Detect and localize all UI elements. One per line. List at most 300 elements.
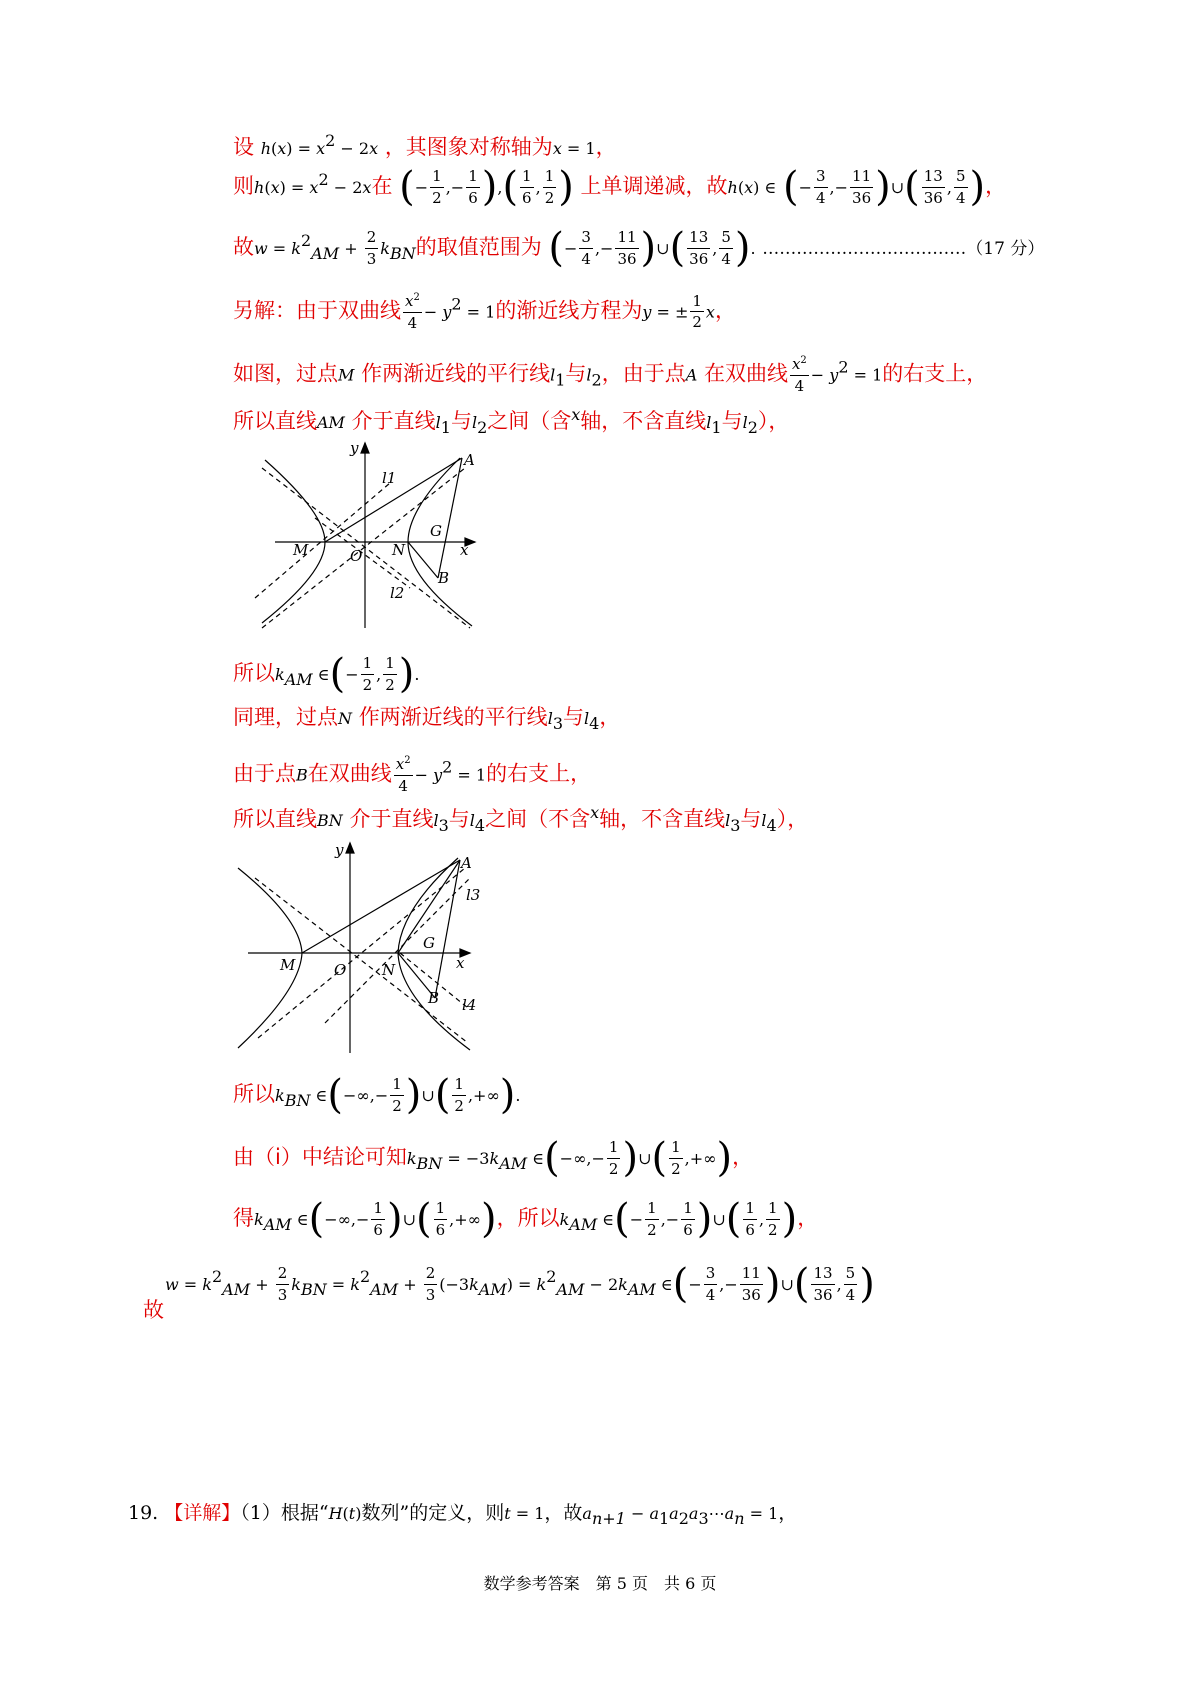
- math: − 2: [335, 139, 370, 158]
- text: 与: [563, 705, 584, 729]
- fraction: $\frac{1}{2}$: [768, 1199, 778, 1239]
- line-11: [233, 1072, 521, 1118]
- math: BN: [416, 1154, 443, 1174]
- math: ,: [836, 1275, 842, 1294]
- fraction: $\frac{1}{2}$: [647, 1199, 657, 1239]
- math: =: [178, 1275, 203, 1294]
- math: = 1: [744, 1504, 779, 1523]
- fraction: $\frac{5}{4}$: [845, 1264, 856, 1304]
- fraction: $\frac{11}{36}$: [852, 167, 872, 207]
- math: (: [342, 1504, 349, 1523]
- text: ，: [599, 705, 621, 729]
- math: ∪: [402, 1210, 416, 1229]
- math: = 1: [452, 765, 487, 785]
- hyperbola-figure-1: [250, 438, 490, 633]
- math: AM: [263, 1215, 292, 1235]
- math: ,−: [829, 178, 849, 197]
- text: ，: [732, 1145, 754, 1169]
- fraction: $\frac{2}{3}$: [425, 1264, 436, 1304]
- segment-nb: [408, 542, 438, 578]
- label: x: [460, 541, 469, 559]
- text: ，所以: [496, 1206, 560, 1230]
- text: ），: [776, 807, 809, 831]
- math: = ±: [651, 302, 689, 322]
- math: 2: [678, 1508, 689, 1528]
- text: ，故: [544, 1502, 583, 1524]
- math: 3: [438, 816, 449, 836]
- fraction: $\frac{1}{2}$: [432, 167, 442, 207]
- math: 2: [211, 1267, 223, 1286]
- math: k: [275, 1086, 285, 1105]
- paren: (: [904, 164, 920, 210]
- math: ∪: [780, 1275, 794, 1294]
- line-1: [233, 133, 617, 158]
- math: 2: [591, 370, 602, 390]
- paren: ): [480, 1196, 497, 1242]
- math: l: [742, 413, 748, 432]
- math: ,+∞: [684, 1149, 717, 1168]
- math: 2: [442, 757, 453, 777]
- paren: ): [859, 1261, 875, 1307]
- math: y: [829, 365, 839, 385]
- math: h: [260, 139, 271, 158]
- math: BN: [317, 811, 343, 830]
- math: AM: [222, 1280, 251, 1300]
- math: 4: [474, 816, 486, 836]
- paren: ): [386, 1196, 403, 1242]
- math: 2: [451, 294, 462, 314]
- paren: (: [327, 1072, 344, 1118]
- text: 数列”的定义，则: [361, 1502, 505, 1524]
- text: 上单调递减，故: [580, 174, 728, 198]
- fraction: $\frac{1}{2}$: [608, 1138, 619, 1178]
- text: 故: [233, 235, 254, 259]
- text: 则: [233, 174, 254, 198]
- hyperbola-figure-2: [230, 838, 490, 1058]
- text: 所以直线: [233, 807, 317, 831]
- fraction: $\frac{1}{6}$: [468, 167, 478, 207]
- line-9: [233, 755, 591, 794]
- math: AM: [311, 244, 340, 264]
- math: k: [350, 1275, 360, 1294]
- paren: ): [716, 1135, 733, 1181]
- math: 2: [325, 131, 336, 150]
- math: ,: [376, 665, 382, 684]
- math: ,: [497, 178, 503, 197]
- math: 1: [658, 1508, 670, 1528]
- math: x: [277, 139, 287, 158]
- math: ∈: [597, 1210, 615, 1229]
- page-footer: 数学参考答案 第 5 页 共 6 页: [483, 1574, 717, 1593]
- math: +: [398, 1275, 422, 1294]
- paren: ): [398, 651, 415, 697]
- math: h: [727, 178, 738, 197]
- math: ∈: [312, 665, 330, 684]
- math: ∈: [527, 1149, 545, 1168]
- math: x: [362, 178, 372, 197]
- math: = 1: [510, 1504, 545, 1523]
- math: 3: [552, 714, 563, 734]
- paren: ): [622, 1135, 639, 1181]
- math: n+1: [591, 1508, 626, 1528]
- math: k: [254, 1210, 264, 1229]
- fraction: $\frac{1}{2}$: [454, 1075, 464, 1115]
- label: l1: [382, 469, 397, 487]
- math: AM: [569, 1215, 598, 1235]
- math: .: [515, 1086, 521, 1105]
- text: 在: [371, 174, 393, 198]
- math: ∪: [421, 1086, 435, 1105]
- line-13: [233, 1196, 819, 1242]
- text: 的取值范围为: [415, 235, 542, 259]
- math: 1: [711, 418, 722, 438]
- paren: ): [696, 1196, 713, 1242]
- math: x: [571, 405, 581, 424]
- line-3: [233, 225, 1045, 271]
- text: ，: [714, 298, 736, 323]
- paren: ): [875, 164, 891, 210]
- math: −∞,−: [559, 1149, 605, 1168]
- fraction: $\frac{3}{4}$: [705, 1264, 716, 1304]
- math: 4: [589, 714, 600, 734]
- line-8: [233, 707, 620, 732]
- math: ,: [712, 239, 718, 258]
- paren: ): [640, 225, 657, 271]
- math: = 1: [561, 139, 596, 158]
- math: ,+∞: [467, 1086, 500, 1105]
- math: k: [406, 1149, 417, 1168]
- math: −: [688, 1275, 702, 1294]
- math: = 1: [848, 365, 883, 385]
- math: =: [267, 239, 292, 258]
- math: a: [582, 1504, 592, 1523]
- math: − 2: [328, 178, 363, 197]
- math: w: [254, 239, 268, 258]
- paren: ): [405, 1072, 422, 1118]
- math: 2: [477, 418, 488, 438]
- math: −∞,−: [324, 1210, 370, 1229]
- text: 的渐近线方程为: [495, 298, 643, 323]
- paren: ): [781, 1196, 798, 1242]
- label: A: [461, 854, 472, 872]
- text: 所以直线: [233, 409, 317, 433]
- math: l: [586, 365, 592, 385]
- fraction: $\frac{x^2}{4}$: [395, 755, 411, 795]
- math: k: [291, 1275, 301, 1294]
- math: ,−: [660, 1210, 680, 1229]
- fraction: $\frac{1}{2}$: [544, 167, 555, 207]
- math: y: [442, 302, 452, 322]
- line-14-formula: [165, 1261, 875, 1307]
- paren: (: [725, 1196, 742, 1242]
- fraction: $\frac{1}{2}$: [671, 1138, 681, 1178]
- math: A: [685, 365, 698, 385]
- math: AM: [478, 1280, 507, 1300]
- text: ，: [778, 1502, 798, 1524]
- paren: (: [614, 1196, 630, 1242]
- math: −: [414, 178, 429, 197]
- math: ∈: [291, 1210, 309, 1229]
- math: t: [348, 1504, 356, 1523]
- label: y: [335, 841, 344, 859]
- math: −: [810, 365, 830, 385]
- math: ∪: [890, 178, 905, 197]
- text: 得: [233, 1206, 254, 1230]
- math: BN: [284, 1091, 311, 1111]
- math: AM: [370, 1280, 399, 1300]
- text: 的右支上，: [882, 361, 988, 386]
- paren: (: [415, 1196, 432, 1242]
- math: +: [339, 239, 363, 258]
- label: G: [430, 522, 442, 540]
- math: −: [564, 239, 578, 258]
- text: 另解：由于双曲线: [233, 298, 401, 323]
- math: 1: [440, 418, 451, 438]
- fraction: $\frac{11}{36}$: [617, 228, 637, 268]
- math: = 1: [461, 302, 496, 322]
- math: +: [250, 1275, 274, 1294]
- text: 轴，不含直线: [580, 409, 707, 433]
- math: BN: [300, 1280, 327, 1300]
- fraction: $\frac{5}{4}$: [721, 228, 731, 268]
- text: 介于直线: [351, 409, 436, 433]
- paren: (: [651, 1135, 668, 1181]
- fraction: $\frac{1}{2}$: [362, 654, 373, 694]
- text: 与: [740, 807, 762, 831]
- text: 如图，过点: [233, 361, 338, 386]
- detail-tag: 【详解】: [164, 1502, 241, 1524]
- math: .: [414, 665, 420, 684]
- fraction: $\frac{1}{6}$: [373, 1199, 383, 1239]
- math: ∪: [712, 1210, 726, 1229]
- text: ，: [797, 1206, 819, 1230]
- paren: ): [969, 164, 986, 210]
- math: −: [629, 1210, 644, 1229]
- fraction: $\frac{2}{3}$: [277, 1264, 288, 1304]
- label: M: [293, 541, 309, 559]
- math: l: [547, 709, 553, 728]
- math: 2: [838, 357, 849, 377]
- math: B: [296, 765, 308, 785]
- math: − 2: [584, 1275, 619, 1294]
- paren: (: [399, 164, 415, 210]
- math: ) =: [279, 178, 310, 197]
- math: BN: [389, 244, 416, 264]
- label: N: [392, 541, 406, 559]
- fraction: $\frac{2}{3}$: [366, 228, 377, 268]
- math: x: [369, 139, 379, 158]
- paren: ): [499, 1072, 516, 1118]
- math: AM: [627, 1280, 656, 1300]
- math: k: [275, 665, 285, 684]
- fraction: $\frac{1}{6}$: [435, 1199, 446, 1239]
- text: 所以: [233, 661, 275, 685]
- math: ) =: [506, 1275, 537, 1294]
- line-6: [233, 407, 789, 436]
- text: 之间（不含: [485, 807, 591, 831]
- paren: (: [329, 651, 346, 697]
- fraction: $\frac{13}{36}$: [689, 228, 709, 268]
- paren: (: [308, 1196, 325, 1242]
- text: ，: [985, 174, 1007, 198]
- math: k: [202, 1275, 212, 1294]
- math: −: [414, 765, 434, 785]
- fraction: $\frac{13}{36}$: [923, 167, 943, 207]
- text: 所以: [233, 1082, 275, 1106]
- line-4: [233, 292, 736, 331]
- line-10: [233, 805, 808, 834]
- math: ,−: [594, 239, 614, 258]
- math: y: [433, 765, 443, 785]
- math: ∈: [655, 1275, 673, 1294]
- label: B: [438, 569, 450, 587]
- math: 3: [698, 1508, 709, 1528]
- math: ,+∞: [449, 1210, 481, 1229]
- math: −∞,−: [343, 1086, 389, 1105]
- fraction: $\frac{x^2}{4}$: [791, 355, 807, 395]
- text: 与: [448, 807, 470, 831]
- math: ,: [946, 178, 952, 197]
- math: ) =: [286, 139, 317, 158]
- line-l3: [325, 878, 470, 1023]
- paren: ): [481, 164, 498, 210]
- math: ,−: [445, 178, 465, 197]
- line-14-gu: [143, 1300, 164, 1321]
- math: l: [761, 811, 767, 830]
- math: x: [705, 302, 715, 322]
- math: l: [435, 413, 441, 432]
- math: l: [725, 811, 731, 830]
- math: AM: [499, 1154, 528, 1174]
- label: B: [428, 989, 440, 1007]
- question-19: [128, 1498, 797, 1528]
- fraction: $\frac{3}{4}$: [816, 167, 826, 207]
- paren: (: [502, 164, 519, 210]
- text: 设: [233, 135, 254, 159]
- label: G: [423, 934, 435, 952]
- math: x: [552, 139, 562, 158]
- label: M: [280, 956, 296, 974]
- paren: (: [548, 225, 564, 271]
- text: ，其图象对称轴为: [384, 135, 553, 159]
- math: ∪: [638, 1149, 652, 1168]
- text: 与: [721, 409, 743, 433]
- paren: (: [434, 1072, 451, 1118]
- math: l: [584, 709, 590, 728]
- math: 2: [546, 1267, 557, 1286]
- math: AM: [317, 413, 345, 432]
- math: x: [270, 178, 280, 197]
- math: l: [433, 811, 439, 830]
- math: 2: [747, 418, 758, 438]
- math: ,: [758, 1210, 765, 1229]
- math: (−3: [439, 1275, 470, 1294]
- label: A: [464, 451, 475, 469]
- math: x: [590, 803, 600, 822]
- line-5: [233, 355, 987, 394]
- math: = −3: [442, 1149, 490, 1168]
- math: k: [536, 1275, 547, 1294]
- math: k: [291, 239, 301, 258]
- math: a: [688, 1504, 699, 1523]
- question-number: 19.: [128, 1502, 159, 1524]
- text: 与: [450, 409, 472, 433]
- math: a: [669, 1504, 679, 1523]
- math: a: [649, 1504, 659, 1523]
- math: ): [355, 1504, 362, 1523]
- paren: (: [669, 225, 686, 271]
- math: ,−: [719, 1275, 738, 1294]
- math: n: [734, 1508, 745, 1528]
- line-7: [233, 651, 420, 697]
- score-note: ………………………………（17 分）: [762, 239, 1045, 259]
- label: O: [334, 961, 347, 979]
- text: 介于直线: [349, 807, 434, 831]
- segment-ab: [435, 860, 460, 998]
- fraction: $\frac{13}{36}$: [813, 1264, 833, 1304]
- text: ），: [757, 409, 790, 433]
- math: l: [469, 811, 475, 830]
- text: ，: [595, 135, 617, 159]
- math: (: [737, 178, 745, 197]
- text: 由（ⅰ）中结论可知: [233, 1145, 407, 1169]
- math: .: [750, 239, 756, 258]
- math: w: [165, 1275, 179, 1294]
- math: =: [326, 1275, 351, 1294]
- math: l: [706, 413, 712, 432]
- math: k: [380, 239, 390, 258]
- math: 2: [359, 1267, 371, 1286]
- fraction: $\frac{3}{4}$: [581, 228, 591, 268]
- fraction: $\frac{1}{6}$: [522, 167, 532, 207]
- paren: ): [764, 1261, 781, 1307]
- math: k: [489, 1149, 500, 1168]
- fraction: $\frac{1}{2}$: [692, 291, 702, 331]
- math: ⋯: [708, 1504, 725, 1523]
- math: ,: [535, 178, 541, 197]
- fraction: $\frac{1}{2}$: [385, 654, 395, 694]
- math: AM: [284, 670, 313, 690]
- line-2: [233, 164, 1007, 210]
- paren: (: [672, 1261, 689, 1307]
- math: k: [618, 1275, 628, 1294]
- math: k: [559, 1210, 570, 1229]
- fraction: $\frac{x^2}{4}$: [405, 292, 420, 332]
- math: h: [254, 178, 265, 197]
- fraction: $\frac{1}{2}$: [392, 1075, 402, 1115]
- paren: (: [793, 1261, 810, 1307]
- label: N: [382, 961, 396, 979]
- paren: ): [734, 225, 751, 271]
- text: 在双曲线: [307, 761, 392, 786]
- math: −: [345, 665, 359, 684]
- math: 4: [766, 816, 777, 836]
- text: 之间（含: [487, 409, 572, 433]
- text: 同理，过点: [233, 705, 338, 729]
- math: 2: [318, 170, 329, 189]
- paren: ): [558, 164, 574, 210]
- label: l4: [462, 996, 477, 1014]
- paren: (: [544, 1135, 560, 1181]
- math: 1: [555, 370, 566, 390]
- line-12: [233, 1135, 754, 1181]
- text: 作两渐近线的平行线: [361, 361, 551, 386]
- fraction: $\frac{1}{6}$: [683, 1199, 693, 1239]
- fraction: $\frac{5}{4}$: [955, 167, 966, 207]
- text: 故: [143, 1298, 164, 1322]
- text: 作两渐近线的平行线: [358, 705, 548, 729]
- label: l2: [390, 584, 405, 602]
